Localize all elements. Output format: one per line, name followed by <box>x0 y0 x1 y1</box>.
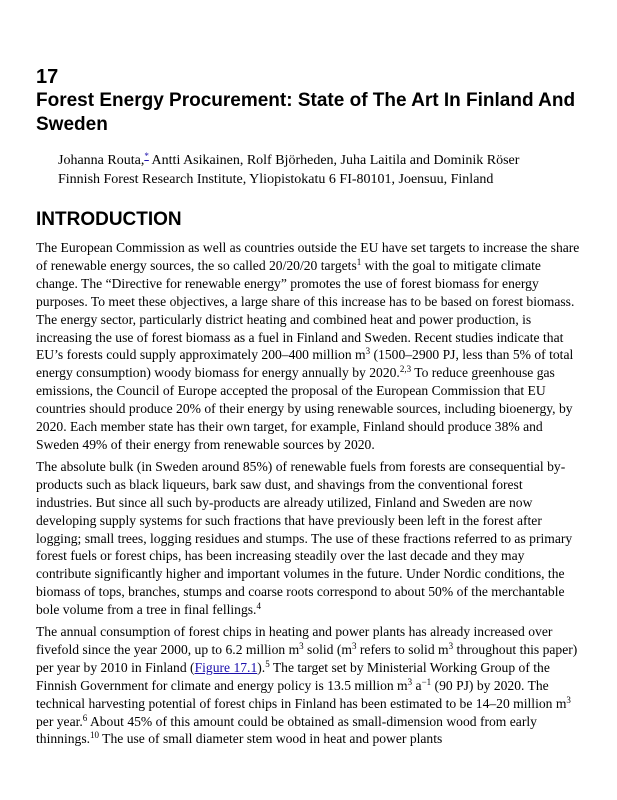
author-list <box>58 151 581 170</box>
text-run: ). <box>257 659 266 675</box>
unit-superscript: 3 <box>351 640 357 651</box>
author-block <box>58 151 581 189</box>
text-run: refers to solid m <box>356 641 449 657</box>
text-run: per year. <box>36 713 83 729</box>
text-run: About 45% of this amount could be obtained as small-dimension wood from early thinnings. <box>36 713 537 747</box>
author-footnote-link[interactable]: * <box>144 151 149 161</box>
unit-superscript: 3 <box>448 640 454 651</box>
unit-superscript: 3 <box>566 694 571 705</box>
citation-superscript: 10 <box>90 730 100 741</box>
unit-superscript: 3 <box>299 640 304 651</box>
unit-superscript: −1 <box>421 676 432 687</box>
page <box>36 66 581 752</box>
text-run: The European Commission as well as countries outside the EU have set targets to increase the share of renewable energy sources, the so called 20/20/20 targets <box>36 240 580 273</box>
text-run: throughout this paper) per year by 2010 in Finland ( <box>36 641 578 675</box>
unit-superscript: 3 <box>365 346 371 357</box>
text-run: The target set by Ministerial Working Group of the Finnish Government for climate and energy policy is 13.5 million m <box>36 659 550 693</box>
text-run: (1500–2900 PJ, less than 5% of total energy consumption) woody biomass for energy annually by 2020. <box>36 347 574 381</box>
text-run: with the goal to mitigate climate change. The “Directive for renewable energy” promotes the use of forest biomass for energy purposes. To meet these objectives, a large share of this increase has to be based on forest biomass. The energy sector, particularly district heating and combined heat and power production, is increasing the use of forest biomass as a fuel in Finland and Sweden. Recent studies indicate that EU’s forests could supply approximately 200–400 million m <box>36 257 575 363</box>
text-run: The annual consumption of forest chips in heating and power plants has already increased over fivefold since the year 2000, up to 6.2 million m <box>36 624 553 657</box>
text-run: a <box>412 677 422 693</box>
chapter-title: Forest Energy Procurement: State of The Art In Finland And Sweden <box>36 90 576 135</box>
text-run: The use of small diameter stem wood in heat and power plants <box>99 731 443 747</box>
paragraph-3 <box>36 623 581 748</box>
figure-17-1-link[interactable]: Figure 17.1 <box>194 659 258 675</box>
affiliation: Finnish Forest Research Institute, Yliopistokatu 6 FI-80101, Joensuu, Finland <box>58 172 494 187</box>
paragraph-1 <box>36 239 581 454</box>
citation-superscript: 2,3 <box>399 364 412 375</box>
chapter-number: 17 <box>36 66 59 88</box>
section-heading-introduction: INTRODUCTION <box>36 209 182 230</box>
paragraph-2 <box>36 458 581 619</box>
citation-superscript: 6 <box>82 712 88 723</box>
text-run: The absolute bulk (in Sweden around 85%) of renewable fuels from forests are consequential by-products such as black liqueurs, bark saw dust, and shavings from the conventional forest industries. But since all such by-products are already utilized, Finland and Sweden are now developing supply systems for such fractions that have previously been left in the forest after logging; small trees, logging residues and stumps. The use of these fractions referred to as primary forest fuels or forest chips, has been increasing steadily over the last decade and they may contribute significantly higher and important volumes in the future. Under Nordic conditions, the biomass of tops, branches, stumps and coarse roots correspond to about 50% of the merchantable bole volume from a tree in final fellings. <box>36 458 573 618</box>
text-run: To reduce greenhouse gas emissions, the Council of Europe accepted the proposal of the European Commission that EU countries should produce 20% of their energy by using renewable sources, including bioenergy, by 2020. Each member state has their own target, for example, Finland should produce 38% and Sweden 49% of their energy from renewable sources by 2020. <box>36 365 573 452</box>
text-run: solid (m <box>303 641 352 657</box>
citation-superscript: 1 <box>356 256 362 267</box>
unit-superscript: 3 <box>407 676 413 687</box>
other-authors: Antti Asikainen, Rolf Björheden, Juha Laitila and Dominik Röser <box>148 153 520 168</box>
citation-superscript: 5 <box>265 658 270 669</box>
first-author: Johanna Routa, <box>58 153 145 168</box>
citation-superscript: 4 <box>256 601 261 612</box>
text-run: (90 PJ) by 2020. The technical harvesting potential of forest chips in Finland has been estimated to be 14–20 million m <box>36 677 567 711</box>
